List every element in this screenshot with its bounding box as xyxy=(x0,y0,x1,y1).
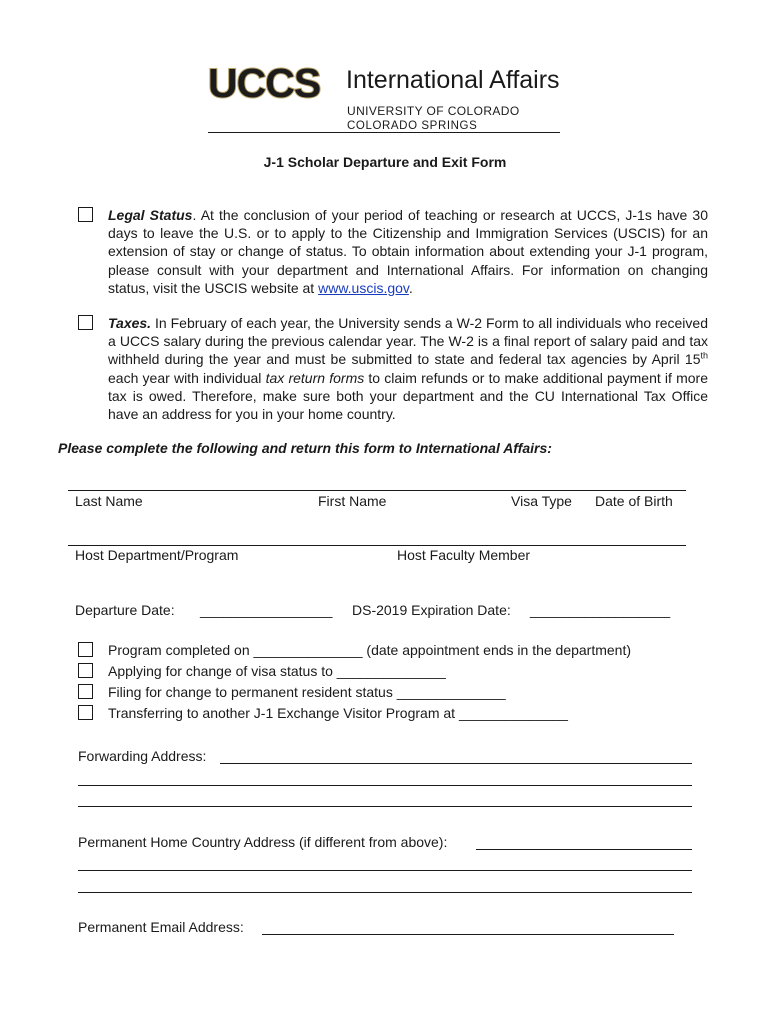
forwarding-address-label: Forwarding Address: xyxy=(78,748,207,764)
taxes-text-2: each year with individual xyxy=(108,369,266,386)
permanent-home-address-label: Permanent Home Country Address (if different from above): xyxy=(78,834,448,850)
option-label: Filing for change to permanent resident status ______________ xyxy=(108,684,506,700)
permanent-home-address-line-1[interactable] xyxy=(476,849,692,850)
forwarding-address-line-3[interactable] xyxy=(78,806,692,807)
form-title: J-1 Scholar Departure and Exit Form xyxy=(263,154,507,170)
departure-date-field[interactable]: _________________ xyxy=(200,602,333,618)
taxes-lead: Taxes. xyxy=(108,315,152,331)
instruction-text: Please complete the following and return this form to International Affairs: xyxy=(58,440,552,456)
option-label: Program completed on ______________ (date appointment ends in the department) xyxy=(108,642,632,658)
last-name-label: Last Name xyxy=(75,493,143,509)
uccs-logo: UCCS xyxy=(208,60,321,106)
option-label: Transferring to another J-1 Exchange Visitor Program at ______________ xyxy=(108,705,568,721)
legal-status-lead: Legal Status xyxy=(108,207,193,223)
name-row-line[interactable] xyxy=(68,490,686,491)
transfer-program-checkbox[interactable] xyxy=(78,705,93,720)
uscis-link[interactable]: www.uscis.gov xyxy=(318,279,409,296)
host-department-label: Host Department/Program xyxy=(75,547,239,563)
host-faculty-label: Host Faculty Member xyxy=(397,547,531,563)
legal-status-text: . At the conclusion of your period of teaching or research at UCCS, J-1s have 30 days to leave the U.S. or to apply to the Citizenship and Immigration Services (USCIS) for an extension of stay or change of status. To obtain information about extending your J-1 program, please consult with your department and International Affairs. For information on changing status, visit the USCIS website at xyxy=(108,207,708,296)
option-transfer-program[interactable] xyxy=(78,704,698,722)
permanent-home-address-line-2[interactable] xyxy=(78,870,692,871)
header-subtitle-university: UNIVERSITY OF COLORADO xyxy=(347,104,520,118)
permanent-email-line[interactable] xyxy=(262,934,674,935)
option-program-completed[interactable] xyxy=(78,641,698,659)
change-of-visa-checkbox[interactable] xyxy=(78,663,93,678)
permanent-home-address-line-3[interactable] xyxy=(78,892,692,893)
header-title: International Affairs xyxy=(346,66,560,94)
date-of-birth-label: Date of Birth xyxy=(595,493,673,509)
first-name-label: First Name xyxy=(318,493,387,509)
option-permanent-resident[interactable] xyxy=(78,683,698,701)
header-subtitle-campus: COLORADO SPRINGS xyxy=(347,120,478,132)
program-completed-checkbox[interactable] xyxy=(78,642,93,657)
permanent-email-label: Permanent Email Address: xyxy=(78,919,244,935)
option-label: Applying for change of visa status to ______________ xyxy=(108,663,446,679)
option-change-of-visa[interactable] xyxy=(78,662,698,680)
taxes-superscript: th xyxy=(700,350,708,361)
ds2019-label: DS-2019 Expiration Date: xyxy=(352,602,511,618)
taxes-text-3: to claim refunds or to make additional payment if more tax is owed. Therefore, make sure both your department and the CU International Tax Office have an address for you in your home country. xyxy=(108,369,709,423)
permanent-resident-checkbox[interactable] xyxy=(78,684,93,699)
legal-status-end: . xyxy=(408,279,413,296)
legal-status-checkbox[interactable] xyxy=(78,207,93,222)
forwarding-address-line-1[interactable] xyxy=(220,763,692,764)
header-divider xyxy=(208,132,560,133)
departure-date-label: Departure Date: xyxy=(75,602,175,618)
tax-return-forms: tax return forms xyxy=(265,369,365,386)
visa-type-label: Visa Type xyxy=(511,493,572,509)
ds2019-field[interactable]: __________________ xyxy=(530,602,671,618)
taxes-text: In February of each year, the University sends a W-2 Form to all individuals who received a UCCS salary during the previous calendar year. The W-2 is a final report of salary paid and tax withheld during the year and must be submitted to state and federal tax agencies by April 15 xyxy=(108,315,708,368)
legal-status-paragraph xyxy=(108,206,708,297)
forwarding-address-line-2[interactable] xyxy=(78,785,692,786)
taxes-paragraph xyxy=(108,314,708,423)
taxes-checkbox[interactable] xyxy=(78,315,93,330)
